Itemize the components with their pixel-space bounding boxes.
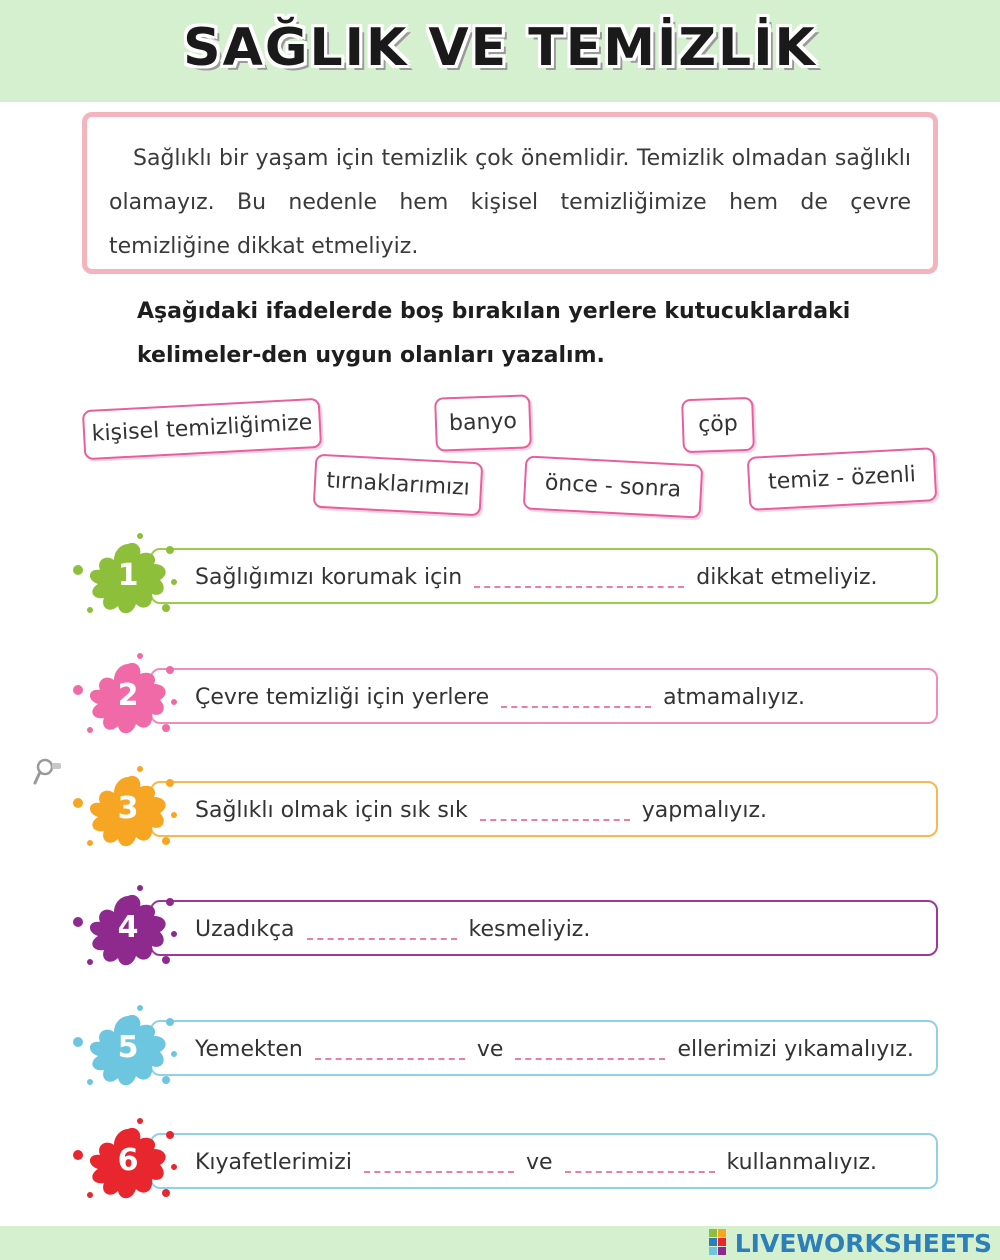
question-text (195, 909, 590, 949)
answer-blank-input[interactable] (307, 918, 457, 940)
question-text-segment: yapmalıyız. (641, 797, 767, 823)
question-text (195, 557, 878, 597)
answer-blank-input[interactable] (480, 799, 630, 821)
question-row-5 (70, 1002, 940, 1102)
question-text (195, 677, 805, 717)
liveworksheets-logo-icon (709, 1229, 735, 1257)
question-text (195, 1029, 914, 1069)
intro-text: Sağlıklı bir yaşam için temizlik çok önemlidir. Temizlik olmadan sağlıklı olamayız. Bu nedenle hem kişisel temizliğimize hem de çevre temizliğine dikkat etmeliyiz. (109, 146, 911, 259)
brand-logo (709, 1228, 992, 1258)
question-text-segment: ellerimizi yıkamalıyız. (677, 1036, 914, 1062)
question-row-6 (70, 1115, 940, 1215)
question-number: 4 (117, 910, 139, 945)
word-card-banyo[interactable]: banyo (434, 394, 532, 451)
word-card-tirnaklarimizi[interactable]: tırnaklarımızı (313, 454, 484, 517)
question-text-segment: Çevre temizliği için yerlere (195, 684, 490, 710)
instruction-text: Aşağıdaki ifadelerde boş bırakılan yerlere kutucuklardaki kelimeler-den uygun olanları yazalım. (137, 299, 851, 368)
word-card-kisisel[interactable]: kişisel temizliğimize (82, 398, 322, 460)
question-text-segment: Uzadıkça (195, 916, 295, 942)
question-number: 1 (117, 558, 139, 593)
word-card-once-sonra[interactable]: önce - sonra (523, 455, 704, 518)
question-row-4 (70, 882, 940, 982)
question-row-2 (70, 650, 940, 750)
magnifier-icon[interactable] (32, 755, 66, 789)
question-text-segment: dikkat etmeliyiz. (696, 564, 878, 590)
question-number: 6 (117, 1143, 139, 1178)
answer-blank-input[interactable] (565, 1151, 715, 1173)
brand-text: LIVEWORKSHEETS (734, 1228, 992, 1258)
answer-blank-input[interactable] (501, 686, 651, 708)
question-text-segment: atmamalıyız. (663, 684, 805, 710)
question-text-segment: Sağlıklı olmak için sık sık (195, 797, 468, 823)
question-text-segment: ve (525, 1149, 553, 1175)
question-text-segment: ve (476, 1036, 504, 1062)
answer-blank-input[interactable] (474, 566, 684, 588)
question-text-segment: Kıyafetlerimizi (195, 1149, 352, 1175)
answer-blank-input[interactable] (364, 1151, 514, 1173)
question-row-3 (70, 763, 940, 863)
word-card-temiz-ozenli[interactable]: temiz - özenli (747, 447, 938, 511)
question-text-segment: kesmeliyiz. (468, 916, 591, 942)
question-number: 3 (117, 791, 139, 826)
intro-box (82, 112, 938, 274)
question-text-segment: kullanmalıyız. (726, 1149, 877, 1175)
question-text-segment: Yemekten (195, 1036, 303, 1062)
question-row-1 (70, 530, 940, 630)
question-number: 2 (117, 678, 139, 713)
answer-blank-input[interactable] (315, 1038, 465, 1060)
word-card-cop[interactable]: çöp (681, 397, 755, 453)
question-text-segment: Sağlığımızı korumak için (195, 564, 463, 590)
question-text (195, 1142, 877, 1182)
page-title: SAĞLIK VE TEMİZLİK (183, 18, 817, 78)
question-text (195, 790, 767, 830)
question-number: 5 (117, 1030, 139, 1065)
answer-blank-input[interactable] (515, 1038, 665, 1060)
